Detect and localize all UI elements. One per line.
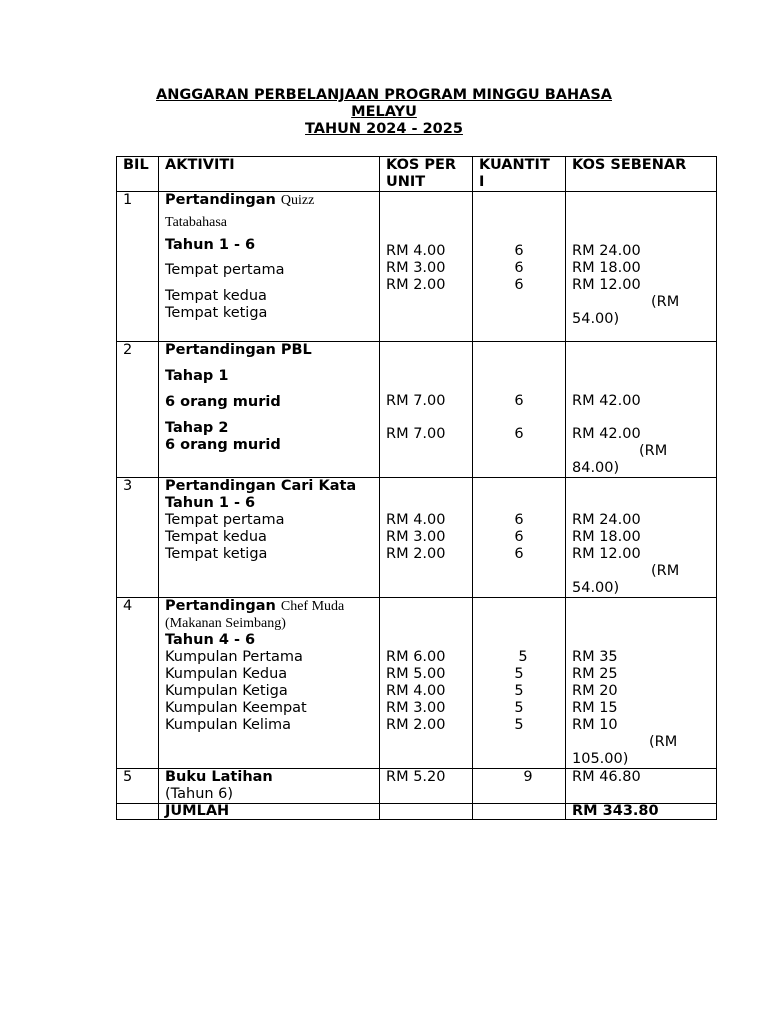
row4-cost-value: RM 35: [572, 649, 618, 665]
row3-unit: [380, 478, 473, 598]
row1-qty-value: 6: [514, 260, 524, 276]
row1-item: Tempat pertama: [165, 262, 285, 278]
row3-unit-value: RM 2.00: [386, 546, 446, 562]
row4-sub: Tahun 4 - 6: [165, 632, 256, 648]
row1-title-line2: Tatabahasa: [165, 215, 227, 230]
row3-bil: 3: [117, 478, 159, 598]
total-unit: [380, 804, 473, 820]
row4-qty-value: 5: [514, 717, 524, 733]
row2-title: Pertandingan PBL: [165, 342, 312, 358]
row1-item: Tempat ketiga: [165, 305, 268, 321]
row3-subtotal: 54.00): [572, 580, 620, 596]
row3-qty: [473, 478, 566, 598]
row4-unit: [380, 598, 473, 769]
row4-unit-value: RM 2.00: [386, 717, 446, 733]
doc-title-line1: ANGGARAN PERBELANJAAN PROGRAM MINGGU BAHASA: [156, 87, 612, 103]
row3-item: Tempat kedua: [165, 529, 267, 545]
row3-unit-value: RM 4.00: [386, 512, 446, 528]
row4-subtotal: (RM: [649, 734, 678, 750]
total-label: JUMLAH: [159, 804, 380, 820]
row1-cost-value: RM 18.00: [572, 260, 641, 276]
row1-qty: [473, 192, 566, 342]
row2-cost: [566, 342, 717, 478]
row2-line: 6 orang murid: [165, 437, 281, 453]
doc-title-line2: MELAYU: [351, 104, 417, 120]
row4-item: Kumpulan Pertama: [165, 649, 303, 665]
row1-cost: [566, 192, 717, 342]
row4-qty-value: 5: [518, 649, 528, 665]
header-kos-per-unit: [380, 157, 473, 192]
row5-aktiviti: [159, 769, 380, 804]
row5-bil: 5: [117, 769, 159, 804]
row3-subtotal: (RM: [651, 563, 680, 579]
row2-line: 6 orang murid: [165, 394, 281, 410]
budget-table: [116, 156, 717, 820]
doc-title-line3: TAHUN 2024 - 2025: [305, 121, 463, 137]
row4-unit-value: RM 3.00: [386, 700, 446, 716]
row4-title-bold: Pertandingan: [165, 598, 281, 614]
row3-qty-value: 6: [514, 546, 524, 562]
row1-title-serif: Quizz: [280, 193, 315, 208]
row2-subtotal: (RM: [639, 443, 668, 459]
row4-cost-value: RM 25: [572, 666, 618, 682]
row4-cost-value: RM 10: [572, 717, 618, 733]
table-total-row: [117, 804, 717, 820]
row2-aktiviti: [159, 342, 380, 478]
row1-cost-value: RM 12.00: [572, 277, 641, 293]
row3-qty-value: 6: [514, 512, 524, 528]
row3-cost: [566, 478, 717, 598]
row1-subtotal: (RM: [651, 294, 680, 310]
row3-qty-value: 6: [514, 529, 524, 545]
row4-cost-value: RM 15: [572, 700, 618, 716]
row2-line: Tahap 1: [165, 368, 229, 384]
header-kos-per-unit-l1: KOS PER: [386, 157, 457, 173]
row5-qty: 9: [473, 769, 566, 804]
row3-aktiviti: [159, 478, 380, 598]
total-bil: [117, 804, 159, 820]
table-header-row: [117, 157, 717, 192]
row4-title-serif: Chef Muda: [280, 599, 345, 614]
row4-item: Kumpulan Ketiga: [165, 683, 288, 699]
row4-unit-value: RM 4.00: [386, 683, 446, 699]
row2-cost-value: RM 42.00: [572, 426, 641, 442]
row4-item: Kumpulan Kelima: [165, 717, 291, 733]
row5-title: Buku Latihan: [165, 769, 273, 785]
row2-subtotal: 84.00): [572, 460, 620, 476]
row1-sub: Tahun 1 - 6: [165, 237, 256, 253]
row1-unit-value: RM 2.00: [386, 277, 446, 293]
row4-unit-value: RM 6.00: [386, 649, 446, 665]
header-bil: BIL: [117, 157, 159, 192]
row4-aktiviti: [159, 598, 380, 769]
row2-unit-value: RM 7.00: [386, 393, 446, 409]
row2-cost-value: RM 42.00: [572, 393, 641, 409]
row3-cost-value: RM 12.00: [572, 546, 641, 562]
row1-aktiviti: [159, 192, 380, 342]
row1-unit-value: RM 4.00: [386, 243, 446, 259]
row4-qty-value: 5: [514, 700, 524, 716]
header-kuantiti-l2: I: [479, 174, 485, 190]
row1-qty-value: 6: [514, 277, 524, 293]
header-kos-sebenar: KOS SEBENAR: [566, 157, 717, 192]
row1-cost-value: RM 24.00: [572, 243, 641, 259]
row2-qty-value: 6: [514, 426, 524, 442]
row4-unit-value: RM 5.00: [386, 666, 446, 682]
row3-sub: Tahun 1 - 6: [165, 495, 256, 511]
row4-qty-value: 5: [514, 683, 524, 699]
row5-cost: RM 46.80: [566, 769, 717, 804]
row1-unit: [380, 192, 473, 342]
header-kuantiti: [473, 157, 566, 192]
row4-item: Kumpulan Kedua: [165, 666, 288, 682]
row4-title-line2: (Makanan Seimbang): [165, 616, 286, 631]
table-row: [117, 478, 717, 598]
header-kuantiti-l1: KUANTIT: [479, 157, 550, 173]
row1-bil: 1: [117, 192, 159, 342]
row3-unit-value: RM 3.00: [386, 529, 446, 545]
row5-sub: (Tahun 6): [165, 786, 234, 802]
table-row: [117, 192, 717, 342]
row1-title-bold: Pertandingan: [165, 192, 281, 208]
total-value: RM 343.80: [566, 804, 717, 820]
row3-item: Tempat ketiga: [165, 546, 268, 562]
table-row: [117, 769, 717, 804]
row4-item: Kumpulan Keempat: [165, 700, 307, 716]
row3-item: Tempat pertama: [165, 512, 285, 528]
row1-unit-value: RM 3.00: [386, 260, 446, 276]
row4-qty: [473, 598, 566, 769]
row1-subtotal: 54.00): [572, 311, 620, 327]
row2-line: Tahap 2: [165, 420, 229, 436]
table-row: [117, 598, 717, 769]
header-kos-per-unit-l2: UNIT: [386, 174, 426, 190]
row2-unit: [380, 342, 473, 478]
row2-qty-value: 6: [514, 393, 524, 409]
row1-qty-value: 6: [514, 243, 524, 259]
row1-item: Tempat kedua: [165, 288, 267, 304]
row3-title: Pertandingan Cari Kata: [165, 478, 357, 494]
row4-qty-value: 5: [514, 666, 524, 682]
row2-bil: 2: [117, 342, 159, 478]
row3-cost-value: RM 18.00: [572, 529, 641, 545]
row2-unit-value: RM 7.00: [386, 426, 446, 442]
header-aktiviti: AKTIVITI: [159, 157, 380, 192]
row4-cost-value: RM 20: [572, 683, 618, 699]
row3-cost-value: RM 24.00: [572, 512, 641, 528]
total-qty: [473, 804, 566, 820]
row5-unit: RM 5.20: [380, 769, 473, 804]
row4-cost: [566, 598, 717, 769]
table-row: [117, 342, 717, 478]
row4-bil: 4: [117, 598, 159, 769]
row2-qty: [473, 342, 566, 478]
row4-subtotal: 105.00): [572, 751, 629, 767]
